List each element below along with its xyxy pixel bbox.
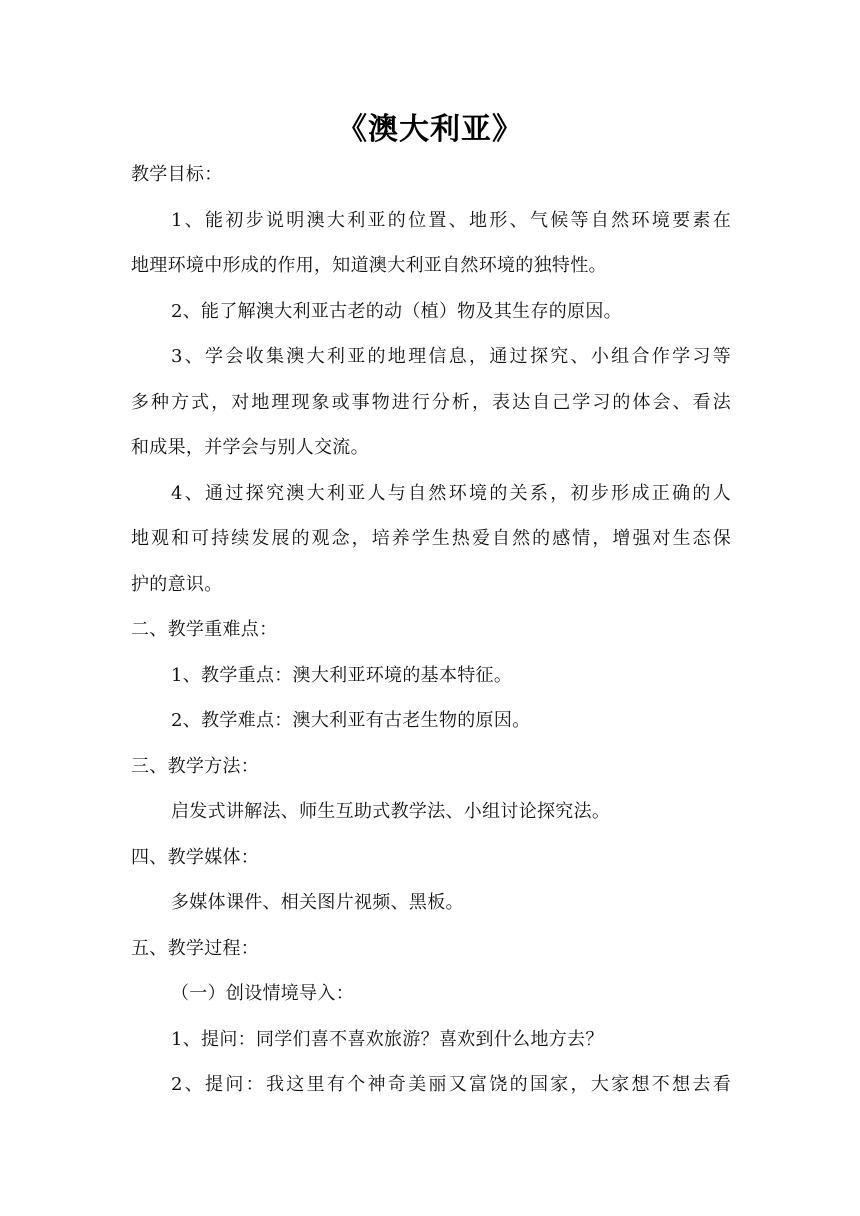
document-title: 《澳大利亚》 xyxy=(337,112,523,147)
text-line: 三、教学方法： xyxy=(131,755,260,777)
text-line: 启发式讲解法、师生互助式教学法、小组讨论探究法。 xyxy=(171,801,611,822)
text-line: 地理环境中形成的作用，知道澳大利亚自然环境的独特性。 xyxy=(131,255,607,276)
text-line: 2、提问：我这里有个神奇美丽又富饶的国家，大家想不想去看 xyxy=(171,1074,731,1095)
text-line: （一）创设情境导入： xyxy=(171,983,354,1004)
text-line: 四、教学媒体： xyxy=(131,846,260,868)
text-line: 教学目标： xyxy=(131,164,223,185)
text-line: 五、教学过程： xyxy=(131,937,260,959)
text-line: 地观和可持续发展的观念，培养学生热爱自然的感情，增强对生态保 xyxy=(131,528,731,549)
text-line: 4、通过探究澳大利亚人与自然环境的关系，初步形成正确的人 xyxy=(171,482,731,504)
text-line: 1、教学重点：澳大利亚环境的基本特征。 xyxy=(171,664,513,686)
text-line: 和成果，并学会与别人交流。 xyxy=(131,437,369,458)
text-line: 3、学会收集澳大利亚的地理信息，通过探究、小组合作学习等 xyxy=(171,346,731,367)
text-line: 1、能初步说明澳大利亚的位置、地形、气候等自然环境要素在 xyxy=(171,209,731,231)
text-line: 二、教学重难点： xyxy=(131,619,278,640)
text-line: 1、提问：同学们喜不喜欢旅游？喜欢到什么地方去？ xyxy=(171,1028,604,1050)
document-body xyxy=(131,152,731,1108)
text-line: 2、教学难点：澳大利亚有古老生物的原因。 xyxy=(171,710,531,731)
text-line: 多媒体课件、相关图片视频、黑板。 xyxy=(171,892,464,913)
text-line: 护的意识。 xyxy=(131,573,223,595)
text-line: 2、能了解澳大利亚古老的动（植）物及其生存的原因。 xyxy=(171,300,622,322)
text-line: 多种方式，对地理现象或事物进行分析，表达自己学习的体会、看法 xyxy=(131,391,731,413)
